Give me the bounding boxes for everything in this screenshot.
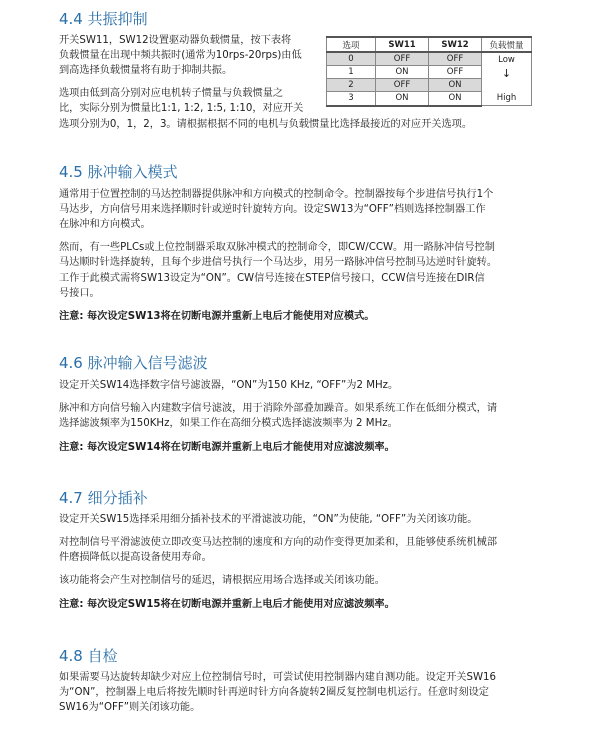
paragraph-line: 马达顺时针选择旋转，且每个步进信号执行一个马达步，用另一路脉冲信号控制马达逆时针旋转。 — [59, 257, 498, 268]
paragraph-line: 设定开关SW15选择采用细分插补技术的平滑滤波功能，“ON”为使能, “OFF”为关闭该功能。 — [59, 514, 478, 525]
paragraph-line: 然而，有一些PLCs或上位控制器采取双脉冲模式的控制命令，即CW/CCW。用一路脉冲信号控制 — [59, 242, 495, 253]
paragraph-line: 负载惯量在出现中频共振时(通常为10rps-20rps)由低 — [59, 50, 302, 61]
table-cell: 3 — [327, 92, 376, 106]
paragraph-line: 工作于此模式需将SW13设定为“ON”。CW信号连接在STEP信号接口，CCW信号连接在DIR信 — [59, 273, 485, 284]
paragraph-line: 在脉冲和方向模式。 — [59, 219, 151, 230]
note-text: 注意: 每次设定SW14将在切断电源并重新上电后才能使用对应滤波频率。 — [59, 442, 395, 453]
table-cell: ON — [429, 92, 482, 106]
table-cell: OFF — [376, 52, 429, 66]
table-header-cell: 选项 — [327, 37, 376, 52]
inertia-cell — [482, 52, 532, 106]
section-4-5-heading: 4.5 脉冲输入模式 — [59, 163, 178, 181]
paragraph-line: 该功能将会产生对控制信号的延迟，请根据应用场合选择或关闭该功能。 — [59, 575, 385, 586]
section-4-8-heading: 4.8 自检 — [59, 647, 118, 665]
paragraph-line: 设定开关SW14选择数字信号滤波器，“ON”为150 KHz, “OFF”为2 MHz。 — [59, 380, 399, 391]
paragraph-line: 比，实际分别为惯量比1:1, 1:2, 1:5, 1:10，对应开关 — [59, 103, 304, 114]
note-text: 注意: 每次设定SW13将在切断电源并重新上电后才能使用对应模式。 — [59, 311, 375, 322]
paragraph-line: 选择滤波频率为150KHz，如果工作在高细分模式选择滤波频率为 2 MHz。 — [59, 418, 398, 429]
section-4-4-heading: 4.4 共振抑制 — [59, 10, 148, 28]
table-cell: ON — [376, 66, 429, 79]
paragraph-line: 开关SW11，SW12设置驱动器负载惯量，按下表将 — [59, 35, 292, 46]
note-text: 注意: 每次设定SW15将在切断电源并重新上电后才能使用对应滤波频率。 — [59, 599, 395, 610]
inertia-table — [326, 36, 532, 107]
paragraph-line: 选项分别为0，1，2，3。请根据根据不同的电机与负载惯量比选择最接近的对应开关选项。 — [59, 119, 473, 130]
paragraph-line: 件磨损降低以提高设备使用寿命。 — [59, 552, 212, 563]
inertia-low-label: Low — [498, 55, 515, 65]
paragraph-line: 脉冲和方向信号输入内建数字信号滤波，用于消除外部叠加躁音。如果系统工作在低细分模式，请 — [59, 403, 498, 414]
table-header-cell: SW12 — [429, 37, 482, 52]
paragraph-line: 选项由低到高分别对应电机转子惯量与负载惯量之 — [59, 88, 284, 99]
paragraph-line: 到高选择负载惯量将有助于抑制共振。 — [59, 65, 233, 76]
table-cell: OFF — [429, 52, 482, 66]
table-cell: 2 — [327, 79, 376, 92]
paragraph-line: 马达步，方向信号用来选择顺时针或逆时针旋转方向。设定SW13为“OFF”档则选择控制器工作 — [59, 204, 486, 215]
table-cell: 1 — [327, 66, 376, 79]
paragraph-line: 对控制信号平滑滤波使立即改变马达控制的速度和方向的动作变得更加柔和，且能够使系统机械部 — [59, 537, 498, 548]
table-header-row — [327, 37, 532, 52]
table-cell: OFF — [429, 66, 482, 79]
table-cell: ON — [429, 79, 482, 92]
table-cell: ON — [376, 92, 429, 106]
arrow-down-icon: ↓ — [501, 67, 512, 80]
table-row — [327, 52, 532, 66]
paragraph-line: 为“ON”，控制器上电后将按先顺时针再逆时针方向各旋转2圈反复控制电机运行。任意时刻设定 — [59, 687, 489, 698]
section-4-7-heading: 4.7 细分插补 — [59, 489, 148, 507]
table-cell: 0 — [327, 52, 376, 66]
paragraph-line: 如果需要马达旋转却缺少对应上位控制信号时，可尝试使用控制器内建自测功能。设定开关SW16 — [59, 672, 496, 683]
paragraph-line: 通常用于位置控制的马达控制器提供脉冲和方向模式的控制命令。控制器按每个步进信号执行1个 — [59, 189, 494, 200]
table-header-cell: SW11 — [376, 37, 429, 52]
paragraph-line: 号接口。 — [59, 288, 100, 299]
table-header-cell: 负载惯量 — [482, 37, 532, 52]
inertia-high-label: High — [496, 93, 517, 103]
paragraph-line: SW16为“OFF”则关闭该功能。 — [59, 702, 201, 713]
section-4-6-heading: 4.6 脉冲输入信号滤波 — [59, 354, 208, 372]
table-cell: OFF — [376, 79, 429, 92]
